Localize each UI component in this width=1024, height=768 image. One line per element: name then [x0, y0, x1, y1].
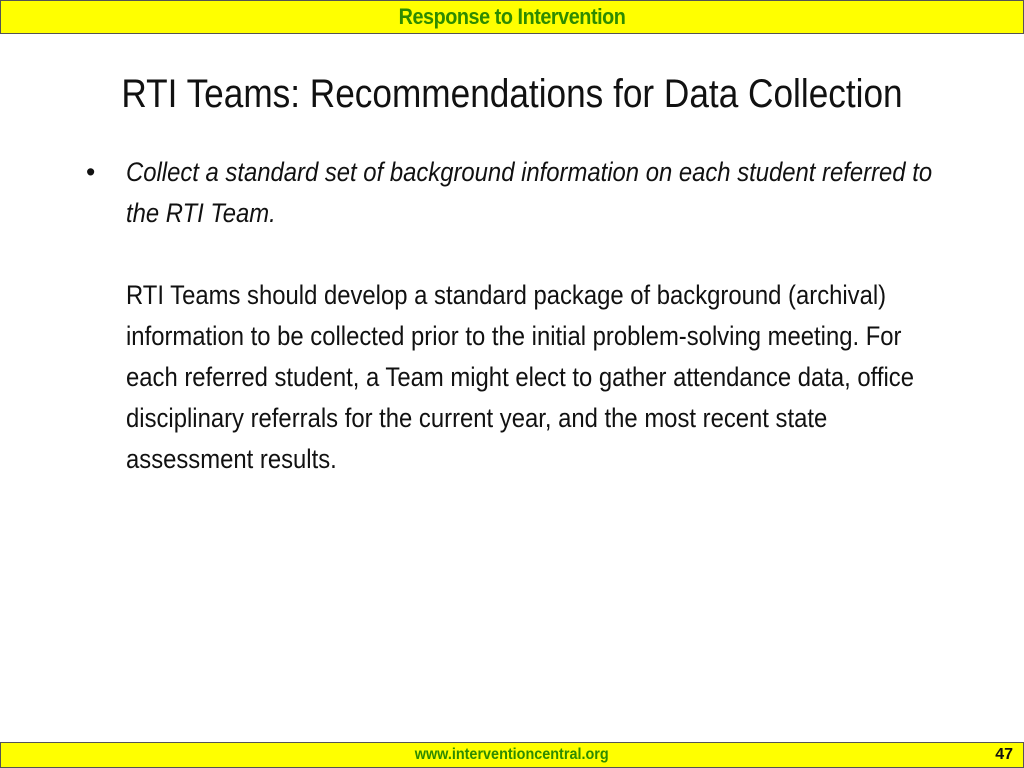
- slide-content: [84, 152, 984, 480]
- bullet-body-text: RTI Teams should develop a standard package of background (archival) information to be collected prior to the initial problem-solving meeting. For each referred student, a Team might elect to gather attendance data, office disciplinary referrals for the current year, and the most recent state assessment results.: [126, 280, 915, 474]
- header-label: Response to Intervention: [398, 4, 626, 29]
- footer-bar: [0, 742, 1024, 768]
- header-bar: [0, 0, 1024, 34]
- bullet-icon: •: [86, 157, 96, 187]
- slide-title: RTI Teams: Recommendations for Data Collection: [121, 72, 903, 116]
- page-number: 47: [995, 746, 1013, 763]
- footer-url-link[interactable]: www.interventioncentral.org: [415, 746, 609, 763]
- bullet-text-block: [126, 152, 936, 480]
- bullet-lead-text: Collect a standard set of background information on each student referred to the RTI Team.: [126, 157, 933, 228]
- bullet-item: [84, 152, 984, 480]
